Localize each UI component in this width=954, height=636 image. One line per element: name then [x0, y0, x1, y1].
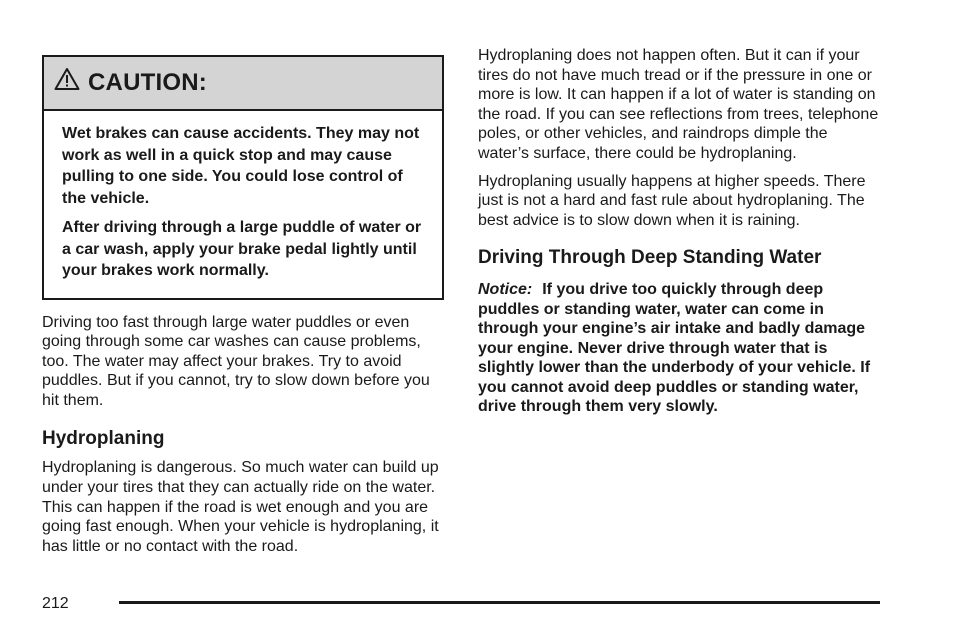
caution-paragraph: After driving through a large puddle of water or a car wash, apply your brake pedal lightly until your brakes work normally.	[62, 219, 422, 279]
page-number: 212	[42, 595, 69, 612]
page-footer	[42, 592, 880, 616]
caution-box	[42, 55, 444, 300]
footer-rule	[119, 601, 880, 604]
left-column	[42, 55, 444, 556]
caution-title: CAUTION:	[88, 69, 207, 96]
hydroplaning-speed-paragraph: Hydroplaning usually happens at higher speeds. There just is not a hard and fast rule about hydroplaning. The best advice is to slow down when it is raining.	[478, 172, 866, 229]
caution-header	[44, 57, 442, 111]
warning-triangle-icon	[54, 71, 88, 96]
intro-paragraph: Driving too fast through large water puddles or even going through some car washes can cause problems, too. The water may affect your brakes. Try to avoid puddles. But if you cannot, try to slow down before you hit them.	[42, 313, 430, 409]
right-column	[478, 46, 882, 417]
caution-body	[44, 111, 442, 298]
notice-paragraph	[478, 280, 882, 417]
caution-paragraph: Wet brakes can cause accidents. They may not work as well in a quick stop and may cause pulling to one side. You could lose control of the vehicle.	[62, 125, 420, 207]
hydroplaning-conditions-paragraph: Hydroplaning does not happen often. But it can if your tires do not have much tread or if the pressure in one or more is low. It can happen if a lot of water is standing on the road. If you can see reflections from trees, telephone poles, or other vehicles, and raindrops dimple the water’s surface, there could be hydroplaning.	[478, 47, 879, 162]
hydroplaning-heading: Hydroplaning	[42, 428, 165, 450]
notice-label: Notice:	[478, 281, 533, 299]
hydroplaning-paragraph: Hydroplaning is dangerous. So much water can build up under your tires that they can actually ride on the water. This can happen if the road is wet enough and you are going fast enough. When your vehicle is hydroplaning, it has little or no contact with the road.	[42, 459, 439, 555]
deep-water-heading: Driving Through Deep Standing Water	[478, 247, 822, 269]
notice-text: If you drive too quickly through deep puddles or standing water, water can come in through your engine’s air intake and badly damage your engine. Never drive through water that is slightly lower than the underbody of your vehicle. If you cannot avoid deep puddles or standing water, drive through them very slowly.	[478, 281, 871, 416]
